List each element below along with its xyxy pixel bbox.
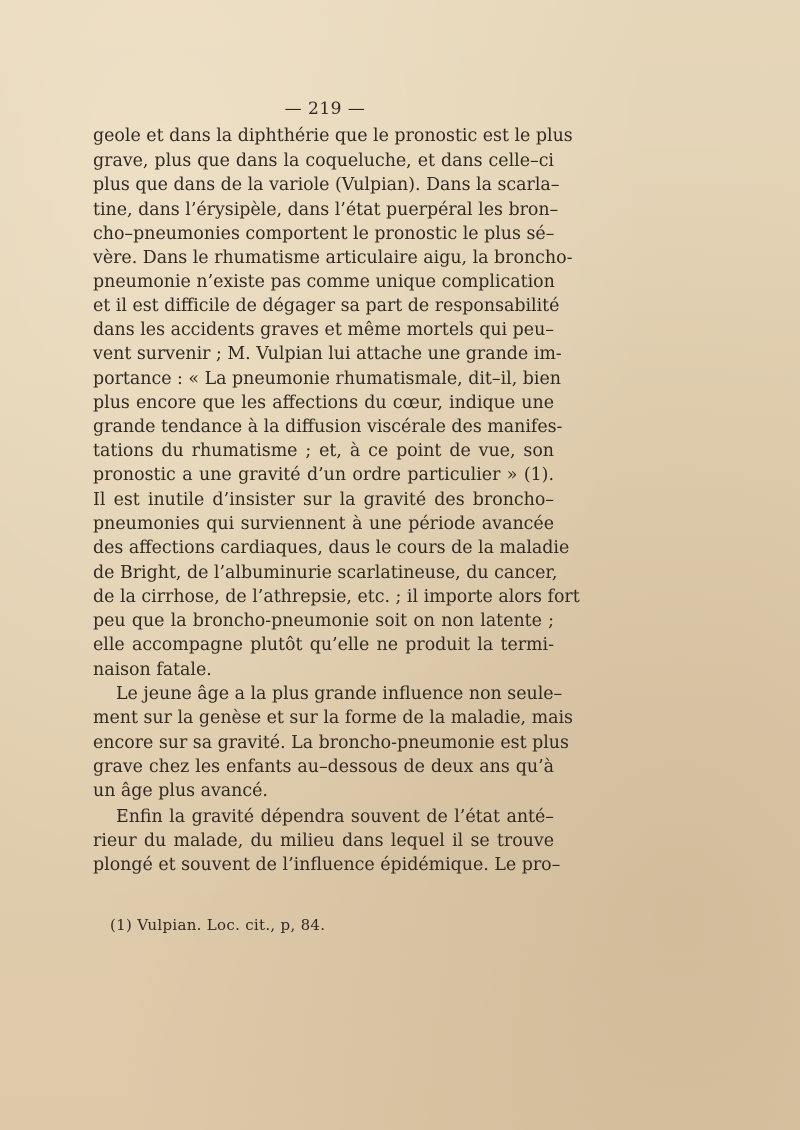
text-line: un âge plus avancé.	[93, 781, 268, 801]
text-line: tine, dans l’érysipèle, dans l’état puerpéral les bron–	[93, 200, 559, 220]
text-line: tations du rhumatisme ; et, à ce point de vue, son	[93, 441, 554, 461]
text-line: des affections cardiaques, daus le cours de la maladie	[93, 538, 570, 558]
text-line: grave, plus que dans la coqueluche, et dans celle–ci	[93, 151, 554, 171]
text-line: portance : « La pneumonie rhumatismale, dit–il, bien	[93, 369, 561, 389]
text-line: rieur du malade, du milieu dans lequel il se trouve	[93, 831, 554, 851]
text-line: plus que dans de la variole (Vulpian). Dans la scarla–	[93, 175, 560, 195]
text-line: peu que la broncho-pneumonie soit on non latente ;	[93, 611, 554, 631]
text-line: Il est inutile d’insister sur la gravité des broncho–	[93, 490, 554, 510]
text-line: pneumonies qui surviennent à une période avancée	[93, 514, 554, 534]
text-line: de Bright, de l’albuminurie scarlatineuse, du cancer,	[93, 563, 558, 583]
text-line: geole et dans la diphthérie que le pronostic est le plus	[93, 126, 573, 146]
text-line: et il est difficile de dégager sa part de responsabilité	[93, 296, 560, 316]
text-line: de la cirrhose, de l’athrepsie, etc. ; il importe alors fort	[93, 587, 580, 607]
text-line: grave chez les enfants au–dessous de deux ans qu’à	[93, 757, 554, 777]
text-line: naison fatale.	[93, 660, 212, 680]
page-number: — 219 —	[284, 99, 366, 119]
text-line: pneumonie n’existe pas comme unique complication	[93, 272, 555, 292]
text-line: encore sur sa gravité. La broncho-pneumonie est plus	[93, 733, 569, 753]
text-line: plus encore que les affections du cœur, indique une	[93, 393, 554, 413]
text-line: vent survenir ; M. Vulpian lui attache une grande im-	[93, 344, 562, 364]
text-line: dans les accidents graves et même mortels qui peu–	[93, 320, 554, 340]
text-line: plongé et souvent de l’influence épidémique. Le pro–	[93, 855, 561, 875]
text-line: pronostic a une gravité d’un ordre particulier » (1).	[93, 465, 554, 485]
text-line: ment sur la genèse et sur la forme de la maladie, mais	[93, 708, 573, 728]
text-line: cho–pneumonies comportent le pronostic le plus sé–	[93, 224, 555, 244]
text-line: elle accompagne plutôt qu’elle ne produit la termi-	[93, 635, 554, 655]
paragraph-start-line: Le jeune âge a la plus grande influence non seule–	[116, 684, 563, 704]
footnote: (1) Vulpian. Loc. cit., p, 84.	[110, 916, 326, 934]
text-line: grande tendance à la diffusion viscérale des manifes-	[93, 417, 563, 437]
paragraph-start-line: Enfin la gravité dépendra souvent de l’état anté–	[116, 807, 554, 827]
text-line: vère. Dans le rhumatisme articulaire aigu, la broncho-	[93, 248, 573, 268]
